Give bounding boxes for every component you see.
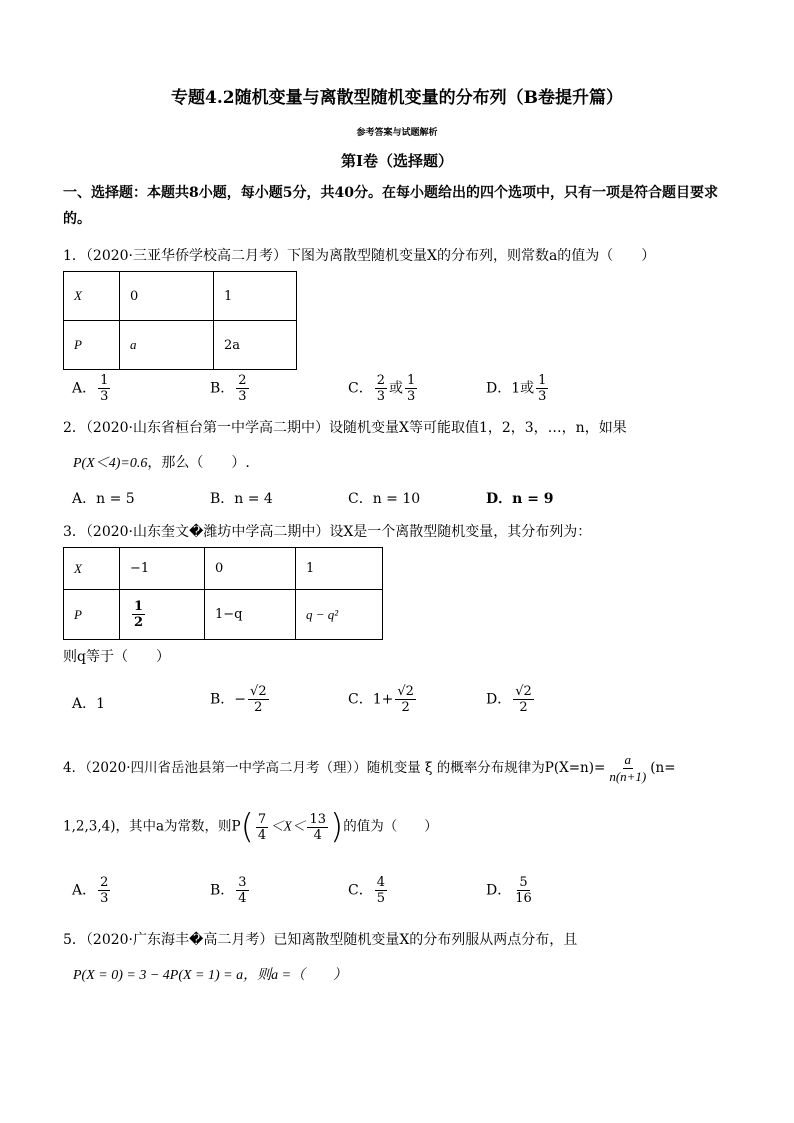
q3-table-cell: −1 <box>120 548 205 590</box>
q1-table-cell: 2a <box>214 321 297 370</box>
q2-option-a[interactable]: A．n = 5 <box>72 491 135 507</box>
q4-stem: 4．（2020·四川省岳池县第一中学高二月考（理））随机变量 ξ 的概率分布规律为P(X=n)= $\frac{a}{n(n+1)}$ (n= <box>63 752 676 784</box>
q3-option-a[interactable]: A．1 <box>72 696 106 712</box>
q4-condition: 1,2,3,4)，其中a为常数，则P( $\frac{7}{4}$ ＜X＜ $\frac{13}{4}$ )的值为（ ） <box>63 807 438 847</box>
q1-stem: 1．（2020·三亚华侨学校高二月考）下图为离散型随机变量X的分布列，则常数a的值为（ ） <box>63 248 656 264</box>
q1-distribution-table <box>63 271 297 370</box>
q3-table-cell: X <box>64 548 120 590</box>
q4-option-d[interactable]: D． $\frac{5}{16}$ <box>486 875 532 906</box>
q4-option-c[interactable]: C． $\frac{4}{5}$ <box>348 875 385 906</box>
q3-table-cell: 0 <box>205 548 296 590</box>
q2-option-c[interactable]: C．n = 10 <box>348 491 421 507</box>
q1-table-cell: P <box>64 321 120 370</box>
q3-option-d[interactable]: D． $\frac{√2}{2}$ <box>486 684 532 715</box>
q3-option-c[interactable]: C．1+ $\frac{√2}{2}$ <box>348 684 414 715</box>
section-instructions: 一、选择题：本题共8小题，每小题5分，共40分。在每小题给出的四个选项中，只有一项是符合题目要求的。 <box>63 185 718 227</box>
q1-option-b[interactable]: B． $\frac{2}{3}$ <box>210 373 247 404</box>
section-volume-title: 第Ⅰ卷（选择题） <box>340 152 454 170</box>
q3-table-cell: 1 <box>296 548 383 590</box>
q2-stem: 2．（2020·山东省桓台第一中学高二期中）设随机变量X等可能取值1，2，3，…，n，如果 <box>63 420 627 436</box>
q1-table-cell: a <box>120 321 214 370</box>
q2-option-d[interactable]: D．n = 9 <box>486 491 554 507</box>
q3-ask: 则q等于（ ） <box>63 649 170 665</box>
q3-table-cell: $\frac{1}{2}$ <box>120 590 205 640</box>
q3-table-cell: q − q² <box>296 590 383 640</box>
q3-stem: 3．（2020·山东奎文�潍坊中学高二期中）设X是一个离散型随机变量，其分布列为： <box>63 524 592 540</box>
q4-option-a[interactable]: A． $\frac{2}{3}$ <box>72 875 109 906</box>
q2-option-b[interactable]: B．n = 4 <box>210 491 273 507</box>
q3-table-cell: 1−q <box>205 590 296 640</box>
q2-condition: P(X＜4)=0.6，那么（ ）. <box>73 455 250 471</box>
q1-table-cell: X <box>64 272 120 321</box>
q3-table-cell: P <box>64 590 120 640</box>
q5-stem: 5．（2020·广东海丰�高二月考）已知离散型随机变量X的分布列服从两点分布，且 <box>63 932 578 948</box>
q1-table-cell: 0 <box>120 272 214 321</box>
q1-table-cell: 1 <box>214 272 297 321</box>
q1-option-a[interactable]: A． $\frac{1}{3}$ <box>72 373 109 404</box>
page-title: 专题4.2随机变量与离散型随机变量的分布列（B卷提升篇） <box>171 88 623 108</box>
q5-condition: P(X = 0) = 3 − 4P(X = 1) = a，则a =（ ） <box>73 968 348 983</box>
q1-option-c[interactable]: C． $\frac{2}{3}$ 或 $\frac{1}{3}$ <box>348 373 416 404</box>
q3-distribution-table <box>63 547 383 640</box>
q1-option-d[interactable]: D．1或 $\frac{1}{3}$ <box>486 373 547 404</box>
q4-option-b[interactable]: B． $\frac{3}{4}$ <box>210 875 247 906</box>
page-subtitle: 参考答案与试题解析 <box>356 128 438 138</box>
q3-option-b[interactable]: B．− $\frac{√2}{2}$ <box>210 684 267 715</box>
